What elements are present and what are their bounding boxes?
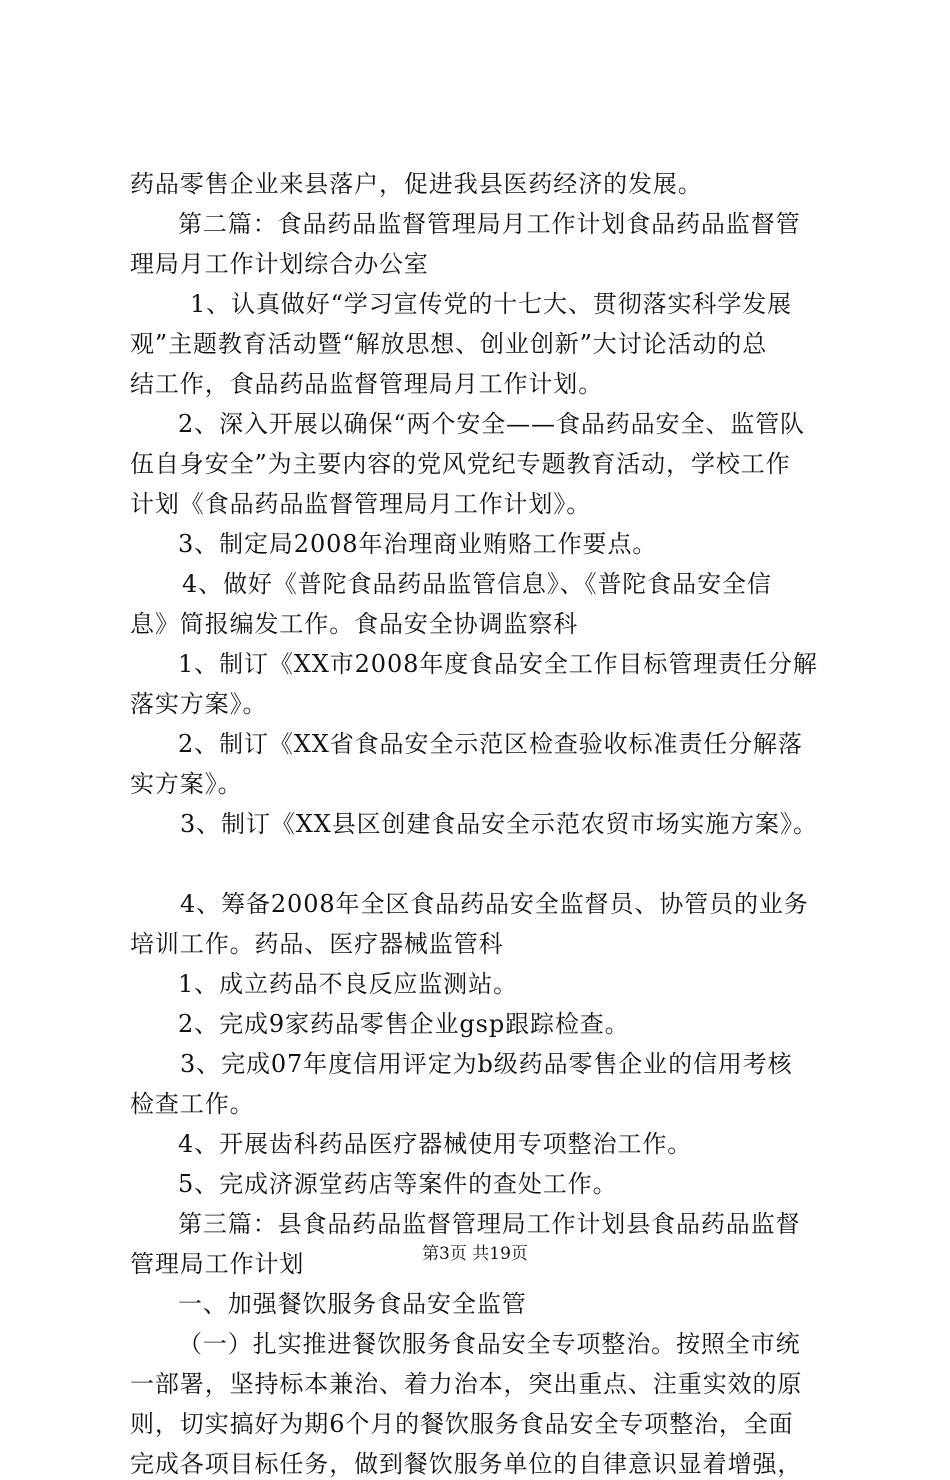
text-line-30: 一部署，坚持标本兼治、着力治本，突出重点、注重实效的原 [130, 1370, 803, 1398]
text-line-5: 观”主题教育活动暨“解放思想、创业创新”大讨论活动的总 [130, 330, 768, 358]
text-line-6: 结工作，食品药品监督管理局月工作计划。 [130, 370, 604, 398]
text-line-28: 一、加强餐饮服务食品安全监管 [178, 1290, 527, 1318]
text-line-15: 2、制订《XX省食品安全示范区检查验收标准责任分解落 [178, 730, 803, 758]
text-line-16: 实方案》。 [130, 770, 243, 798]
text-line-2: 第二篇：食品药品监督管理局月工作计划食品药品监督管 [178, 210, 801, 238]
text-line-10: 3、制定局2008年治理商业贿赂工作要点。 [178, 530, 658, 558]
text-line-22: 3、完成07年度信用评定为b级药品零售企业的信用考核 [180, 1050, 793, 1078]
text-line-7: 2、深入开展以确保“两个安全——食品药品安全、监管队 [178, 410, 805, 438]
text-line-31: 则，切实搞好为期6个月的餐饮服务食品安全专项整治，全面 [130, 1410, 794, 1438]
text-line-21: 2、完成9家药品零售企业gsp跟踪检查。 [178, 1010, 630, 1038]
text-line-17: 3、制订《XX县区创建食品安全示范农贸市场实施方案》。 [180, 810, 818, 838]
text-line-8: 伍自身安全”为主要内容的党风党纪专题教育活动，学校工作 [130, 450, 791, 478]
text-line-19: 培训工作。药品、医疗器械监管科 [130, 930, 504, 958]
text-line-32: 完成各项目标任务，做到餐饮服务单位的自律意识显着增强， [130, 1450, 803, 1478]
text-line-24: 4、开展齿科药品医疗器械使用专项整治工作。 [178, 1130, 693, 1158]
text-line-14: 落实方案》。 [130, 690, 268, 718]
text-line-18: 4、筹备2008年全区食品药品安全监督员、协管员的业务 [180, 890, 809, 918]
text-line-27: 管理局工作计划 [130, 1250, 305, 1278]
page-number-footer: 第3页 共19页 [422, 1244, 528, 1264]
text-line-4: 1、认真做好“学习宣传党的十七大、贯彻落实科学发展 [190, 290, 793, 318]
text-line-3: 理局月工作计划综合办公室 [130, 250, 429, 278]
text-line-29: （一）扎实推进餐饮服务食品安全专项整治。按照全市统 [178, 1330, 801, 1358]
text-line-9: 计划《食品药品监督管理局月工作计划》。 [130, 490, 592, 518]
text-line-20: 1、成立药品不良反应监测站。 [178, 970, 518, 998]
text-line-26: 第三篇：县食品药品监督管理局工作计划县食品药品监督 [178, 1210, 801, 1238]
text-line-13: 1、制订《XX市2008年度食品安全工作目标管理责任分解 [178, 650, 818, 678]
text-line-23: 检查工作。 [130, 1090, 255, 1118]
text-line-12: 息》简报编发工作。食品安全协调监察科 [130, 610, 579, 638]
text-line-11: 4、做好《普陀食品药品监管信息》、《普陀食品安全信 [182, 570, 772, 598]
text-line-1: 药品零售企业来县落户，促进我县医药经济的发展。 [130, 170, 703, 198]
text-line-25: 5、完成济源堂药店等案件的查处工作。 [178, 1170, 618, 1198]
